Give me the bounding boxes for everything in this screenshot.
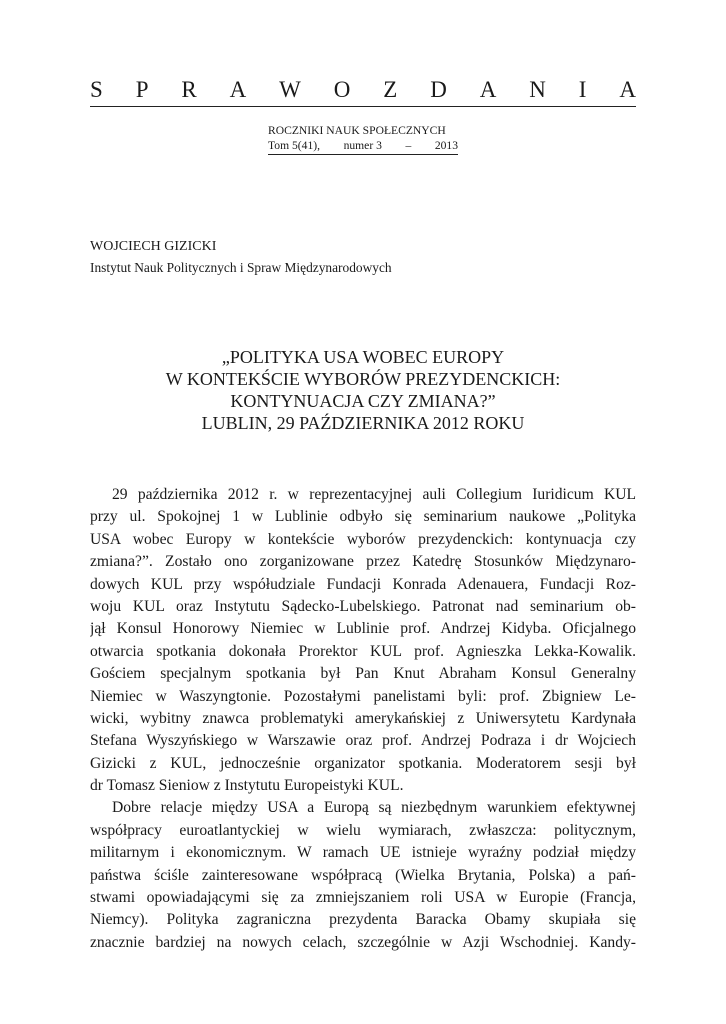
section-letter: N: [529, 77, 546, 102]
journal-volume: [268, 138, 458, 155]
text-line: USA wobec Europy w kontekście wyborów prezydenckich: kontynuacja czy: [90, 530, 636, 548]
text-line: znacznie bardziej na nowych celach, szczególnie w Azji Wschodniej. Kandy-: [90, 933, 636, 951]
text-line: Gościem specjalnym spotkania był Pan Knut Abraham Konsul Generalny: [90, 665, 636, 683]
title-line: W KONTEKŚCIE WYBORÓW PREZYDENCKICH:: [165, 369, 561, 389]
text-line: Dobre relacje między USA a Europą są niezbędnym warunkiem efektywnej: [112, 799, 636, 817]
paragraph-2: [90, 797, 636, 954]
text-line: Niemiec w Waszyngtonie. Pozostałymi panelistami byli: prof. Zbigniew Le-: [90, 687, 636, 705]
text-line: Niemcy). Polityka zagraniczna prezydenta Baracka Obamy skupiała się: [90, 911, 636, 929]
author-affiliation: Instytut Nauk Politycznych i Spraw Międzynarodowych: [90, 260, 392, 275]
section-letter: O: [333, 77, 351, 102]
section-letter: A: [619, 77, 636, 102]
text-line: otwarcia spotkania dokonała Prorektor KUL prof. Agnieszka Lekka-Kowalik.: [90, 642, 636, 660]
text-line: stwami opowiadającymi się za zmniejszaniem roli USA w Europie (Francja,: [90, 889, 636, 907]
text-line: Gizicki z KUL, jednocześnie organizator spotkania. Moderatorem sesji był: [90, 754, 636, 772]
text-line: jął Konsul Honorowy Niemiec w Lublinie prof. Andrzej Kidyba. Oficjalnego: [90, 620, 636, 638]
paragraph-1: [90, 484, 636, 797]
journal-info: [268, 123, 458, 155]
body-text: [90, 484, 636, 954]
text-line: dowych KUL przy współudziale Fundacji Konrada Adenauera, Fundacji Roz-: [90, 575, 636, 593]
text-line: Stefana Wyszyńskiego w Warszawie oraz prof. Andrzej Podraza i dr Wojciech: [90, 732, 636, 750]
text-line: dr Tomasz Sieniow z Instytutu Europeistyki KUL.: [90, 777, 404, 795]
title-line: „POLITYKA USA WOBEC EUROPY: [221, 347, 505, 367]
title-line: KONTYNUACJA CZY ZMIANA?”: [230, 391, 496, 411]
text-line: wicki, wybitny znawca problematyki amerykańskiej z Uniwersytetu Kardynała: [90, 709, 636, 727]
section-letter: A: [229, 77, 247, 102]
text-line: zmiana?”. Zostało ono zorganizowane przez Katedrę Stosunków Międzynaro-: [90, 553, 636, 571]
journal-year: 2013: [434, 139, 458, 152]
text-line: przy ul. Spokojnej 1 w Lublinie odbyło się seminarium naukowe „Polityka: [90, 508, 636, 526]
author-name: WOJCIECH GIZICKI: [90, 239, 217, 254]
section-letter: D: [430, 77, 447, 102]
section-letter: A: [479, 77, 497, 102]
text-line: współpracy euroatlantyckiej w wielu wymiarach, zwłaszcza: politycznym,: [90, 821, 636, 839]
journal-dash: –: [405, 139, 412, 152]
title-date-line: LUBLIN, 29 PAŹDZIERNIKA 2012 ROKU: [201, 413, 525, 433]
section-letter: S: [90, 77, 103, 102]
section-header: [90, 76, 636, 104]
section-letter: R: [181, 77, 197, 102]
report-title: [90, 346, 636, 434]
text-line: 29 października 2012 r. w reprezentacyjnej auli Collegium Iuridicum KUL: [112, 486, 636, 503]
text-line: państwa ściśle zainteresowane współpracą (Wielka Brytania, Polska) a pań-: [90, 866, 636, 884]
text-line: militarnym i ekonomicznym. W ramach UE istnieje wyraźny podział między: [90, 844, 636, 862]
section-letter: W: [279, 77, 301, 102]
journal-issue-number: numer 3: [343, 139, 382, 152]
section-letter: Z: [383, 77, 398, 102]
text-line: woju KUL oraz Instytutu Sądecko-Lubelskiego. Patronat nad seminarium ob-: [90, 597, 636, 615]
document-page: [90, 0, 636, 1024]
section-letter: I: [578, 77, 587, 102]
section-letter: P: [135, 77, 149, 102]
journal-volume-number: Tom 5(41),: [268, 139, 320, 152]
journal-name: ROCZNIKI NAUK SPOŁECZNYCH: [268, 124, 446, 137]
header-rule: [90, 106, 636, 107]
